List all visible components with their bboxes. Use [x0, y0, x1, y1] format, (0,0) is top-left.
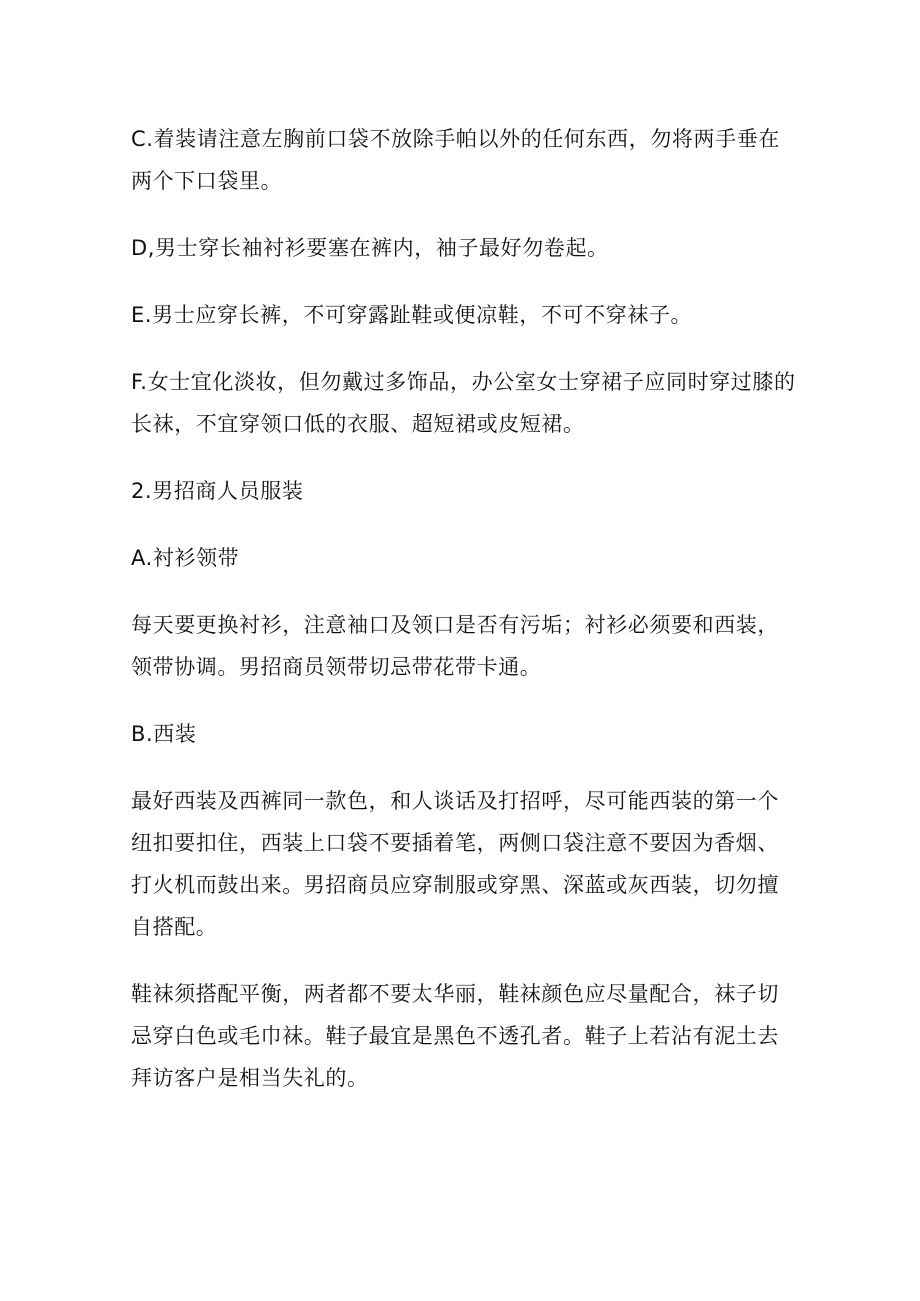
paragraph-e-trousers-rule: E.男士应穿长裤，不可穿露趾鞋或便凉鞋，不可不穿袜子。: [131, 303, 693, 327]
paragraph-suit: 最好西装及西裤同一款色，和人谈话及打招呼，尽可能西装的第一个纽扣要扣住，西装上口袋不要插着笔，两侧口袋注意不要因为香烟、打火机而鼓出来。男招商员应穿制服或穿黑、深蓝或灰西装，切勿擅自搭配。: [131, 789, 779, 939]
paragraph-f-women-rule: F.女士宜化淡妆，但勿戴过多饰品，办公室女士穿裙子应同时穿过膝的长袜，不宜穿领口低的衣服、超短裙或皮短裙。: [131, 370, 796, 436]
subheading-suit: B.西装: [131, 722, 197, 746]
paragraph-shirt-tie: 每天要更换衬衫，注意袖口及领口是否有污垢；衬衫必须要和西装，领带协调。男招商员领带切忌带花带卡通。: [131, 613, 779, 679]
paragraph-c-pocket-rule: C.着装请注意左胸前口袋不放除手帕以外的任何东西，勿将两手垂在两个下口袋里。: [131, 127, 780, 193]
paragraph-shoes-socks: 鞋袜须搭配平衡，两者都不要太华丽，鞋袜颜色应尽量配合，袜子切忌穿白色或毛巾袜。鞋子最宜是黑色不透孔者。鞋子上若沾有泥土去拜访客户是相当失礼的。: [131, 982, 779, 1090]
document-body: [131, 118, 799, 1099]
section-heading-male-attire: 2.男招商人员服装: [131, 479, 304, 503]
paragraph-d-shirt-rule: D,男士穿长袖衬衫要塞在裤内，袖子最好勿卷起。: [131, 236, 609, 260]
subheading-shirt-tie: A.衬衫领带: [131, 546, 240, 570]
